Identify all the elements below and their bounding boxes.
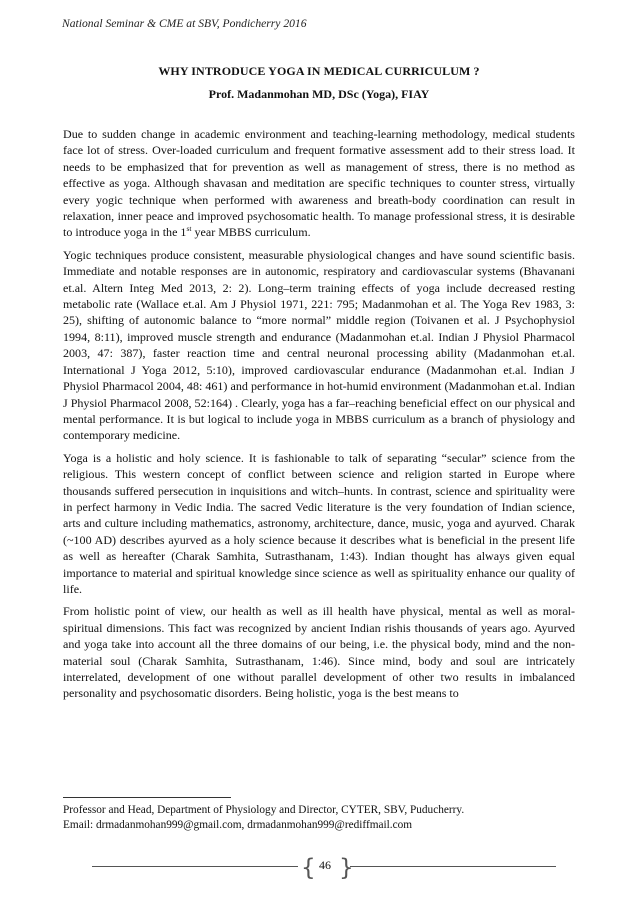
footnote — [63, 803, 575, 834]
paragraph-1-text: Due to sudden change in academic environment and teaching-learning methodology, medical students face lot of stress. Over-loaded curriculum and frequent formative assessment add to their stress load. It needs to be emphasized that for prevention as well as management of stress, there is no method as effective as yoga. Although shavasan and meditation are specific techniques to counter stress, virtually every yogic technique when performed with awareness and breath-body coordination can result in relaxation, inner peace and improved psychosomatic health. To manage professional stress, it is desirable to introduce yoga in the 1 — [63, 127, 575, 240]
footer-rule-left — [92, 866, 298, 867]
footnote-divider — [63, 797, 231, 798]
ordinal-superscript: st — [186, 224, 192, 234]
paragraph-1 — [63, 126, 575, 241]
article-author: Prof. Madanmohan MD, DSc (Yoga), FIAY — [208, 87, 430, 101]
right-brace-icon: } — [339, 855, 354, 881]
running-header: National Seminar & CME at SBV, Pondicherry 2016 — [62, 17, 307, 30]
article-title: WHY INTRODUCE YOGA IN MEDICAL CURRICULUM ? — [158, 64, 480, 78]
paragraph-2: Yogic techniques produce consistent, measurable physiological changes and have sound scientific basis. Immediate and notable responses are in autonomic, respiratory and cardiovascular systems (Bhavanani et.al. Altern Integ Med 2013, 2: 2). Long–term training effects of yoga include decreased resting metabolic rate (Wallace et.al. Am J Physiol 1971, 221: 795; Madanmohan et al. The Yoga Rev 1983, 3: 25), shifting of autonomic balance to “more normal” middle region (Toivanen et al. J Psychophysiol 1994, 8:11), improved muscle strength and endurance (Madanmohan et.al. Indian J Physiol Pharmacol 2003, 47: 387), faster reaction time and central neuronal processing ability (Madanmohan et.al. International J Yoga 2012, 5:10), improved cardiovascular endurance (Madanmohan et.al. Indian J Physiol Pharmacol 2004, 48: 461) and performance in hot-humid environment (Madanmohan et.al. Indian J Physiol Pharmacol 2008, 52:164) . Clearly, yoga has a far–reaching beneficial effect on our physical and mental performance. It is but logical to include yoga in MBBS curriculum as a branch of physiology and contemporary medicine. — [63, 247, 575, 443]
footer-rule-right — [350, 866, 556, 867]
footnote-affiliation: Professor and Head, Department of Physiology and Director, CYTER, SBV, Puducherry. — [63, 804, 465, 816]
paragraph-3: Yoga is a holistic and holy science. It is fashionable to talk of separating “secular” science from the religious. This western concept of conflict between science and religion started in Europe where thousands suffered persecution in inquisitions and witch–hunts. In contrast, science and spirituality were in perfect harmony in Vedic India. The sacred Vedic literature is the very foundation of Indian science, arts and culture including mathematics, astronomy, architecture, dance, music, yoga and ayurved. Charak (~100 AD) describes ayurved as a holy science because it describes what is beneficial in the present life as well as hereafter (Charak Samhita, Sutrasthanam, 1:43). Indian thought has always given equal importance to material and spiritual knowledge since science as well as spirituality enhance our quality of life. — [63, 450, 575, 596]
paragraph-4: From holistic point of view, our health as well as ill health have physical, mental as well as moral-spiritual dimensions. This fact was recognized by ancient Indian rishis thousands of years ago. Ayurved and yoga take into account all the three domains of our being, i.e. the physical body, mind and the non-material soul (Charak Samhita, Sutrasthanam, 1:46). Since mind, body and soul are intricately interrelated, development of one without parallel development of other two results in imbalanced personality and psychosomatic disorders. Being holistic, yoga is the best means to — [63, 604, 575, 701]
left-brace-icon: { — [301, 855, 316, 881]
page-number: 46 — [319, 858, 331, 872]
article-body — [63, 126, 575, 708]
footnote-email: Email: drmadanmohan999@gmail.com, drmadanmohan999@rediffmail.com — [63, 819, 413, 832]
paragraph-1-text-end: year MBBS curriculum. — [191, 225, 311, 240]
